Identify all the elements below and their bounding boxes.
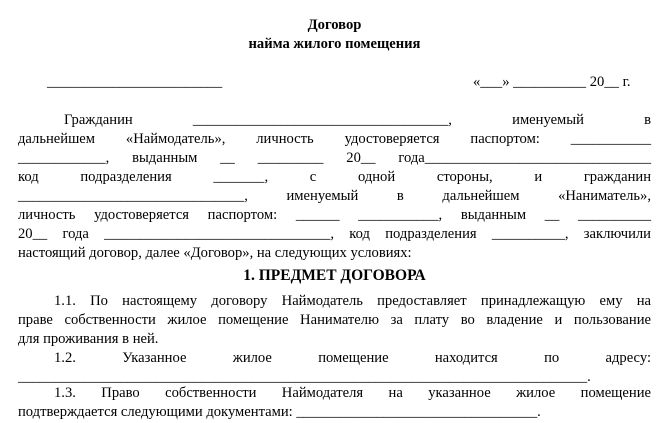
clause-1-1-line-1: 1.1. По настоящему договору Наймодатель предоставляет принадлежащую ему на — [54, 293, 651, 309]
intro-line-6: личность удостоверяется паспортом: ______ ___________, выданным __ __________ — [18, 207, 651, 223]
intro-line-4: код подразделения _______, с одной стороны, и гражданин — [18, 169, 651, 185]
intro-line-8: настоящий договор, далее «Договор», на следующих условиях: — [18, 245, 412, 261]
clause-1-3-line-2: подтверждается следующими документами: _________________________________. — [18, 404, 541, 420]
clause-1-3-line-1: 1.3. Право собственности Наймодателя на указанное жилое помещение — [54, 385, 651, 401]
clause-1-1-line-2: праве собственности жилое помещение Нанимателю за плату во владение и пользование — [18, 312, 651, 328]
intro-line-3: ____________, выданным __ _________ 20__ года_______________________________ — [18, 150, 651, 166]
intro-line-5: _______________________________, именуемый в дальнейшем «Наниматель», — [18, 188, 651, 204]
clause-1-2-line: 1.2. Указанное жилое помещение находится по адресу: — [54, 350, 651, 366]
intro-line-1: Гражданин ___________________________________, именуемый в — [64, 112, 651, 128]
section-heading: 1. ПРЕДМЕТ ДОГОВОРА — [243, 267, 426, 284]
document-title: Договор — [307, 17, 362, 33]
clause-1-1-line-3: для проживания в ней. — [18, 331, 159, 347]
document-subtitle: найма жилого помещения — [248, 36, 421, 52]
date-line: «___» __________ 20__ г. — [473, 74, 631, 90]
intro-line-2: дальнейшем «Наймодатель», личность удостоверяется паспортом: ___________ — [18, 131, 651, 147]
place-blank: ________________________ — [47, 74, 223, 90]
intro-line-7: 20__ года _______________________________, код подразделения __________, заключили — [18, 226, 651, 242]
address-blank: ______________________________________________________________________________. — [18, 369, 591, 385]
